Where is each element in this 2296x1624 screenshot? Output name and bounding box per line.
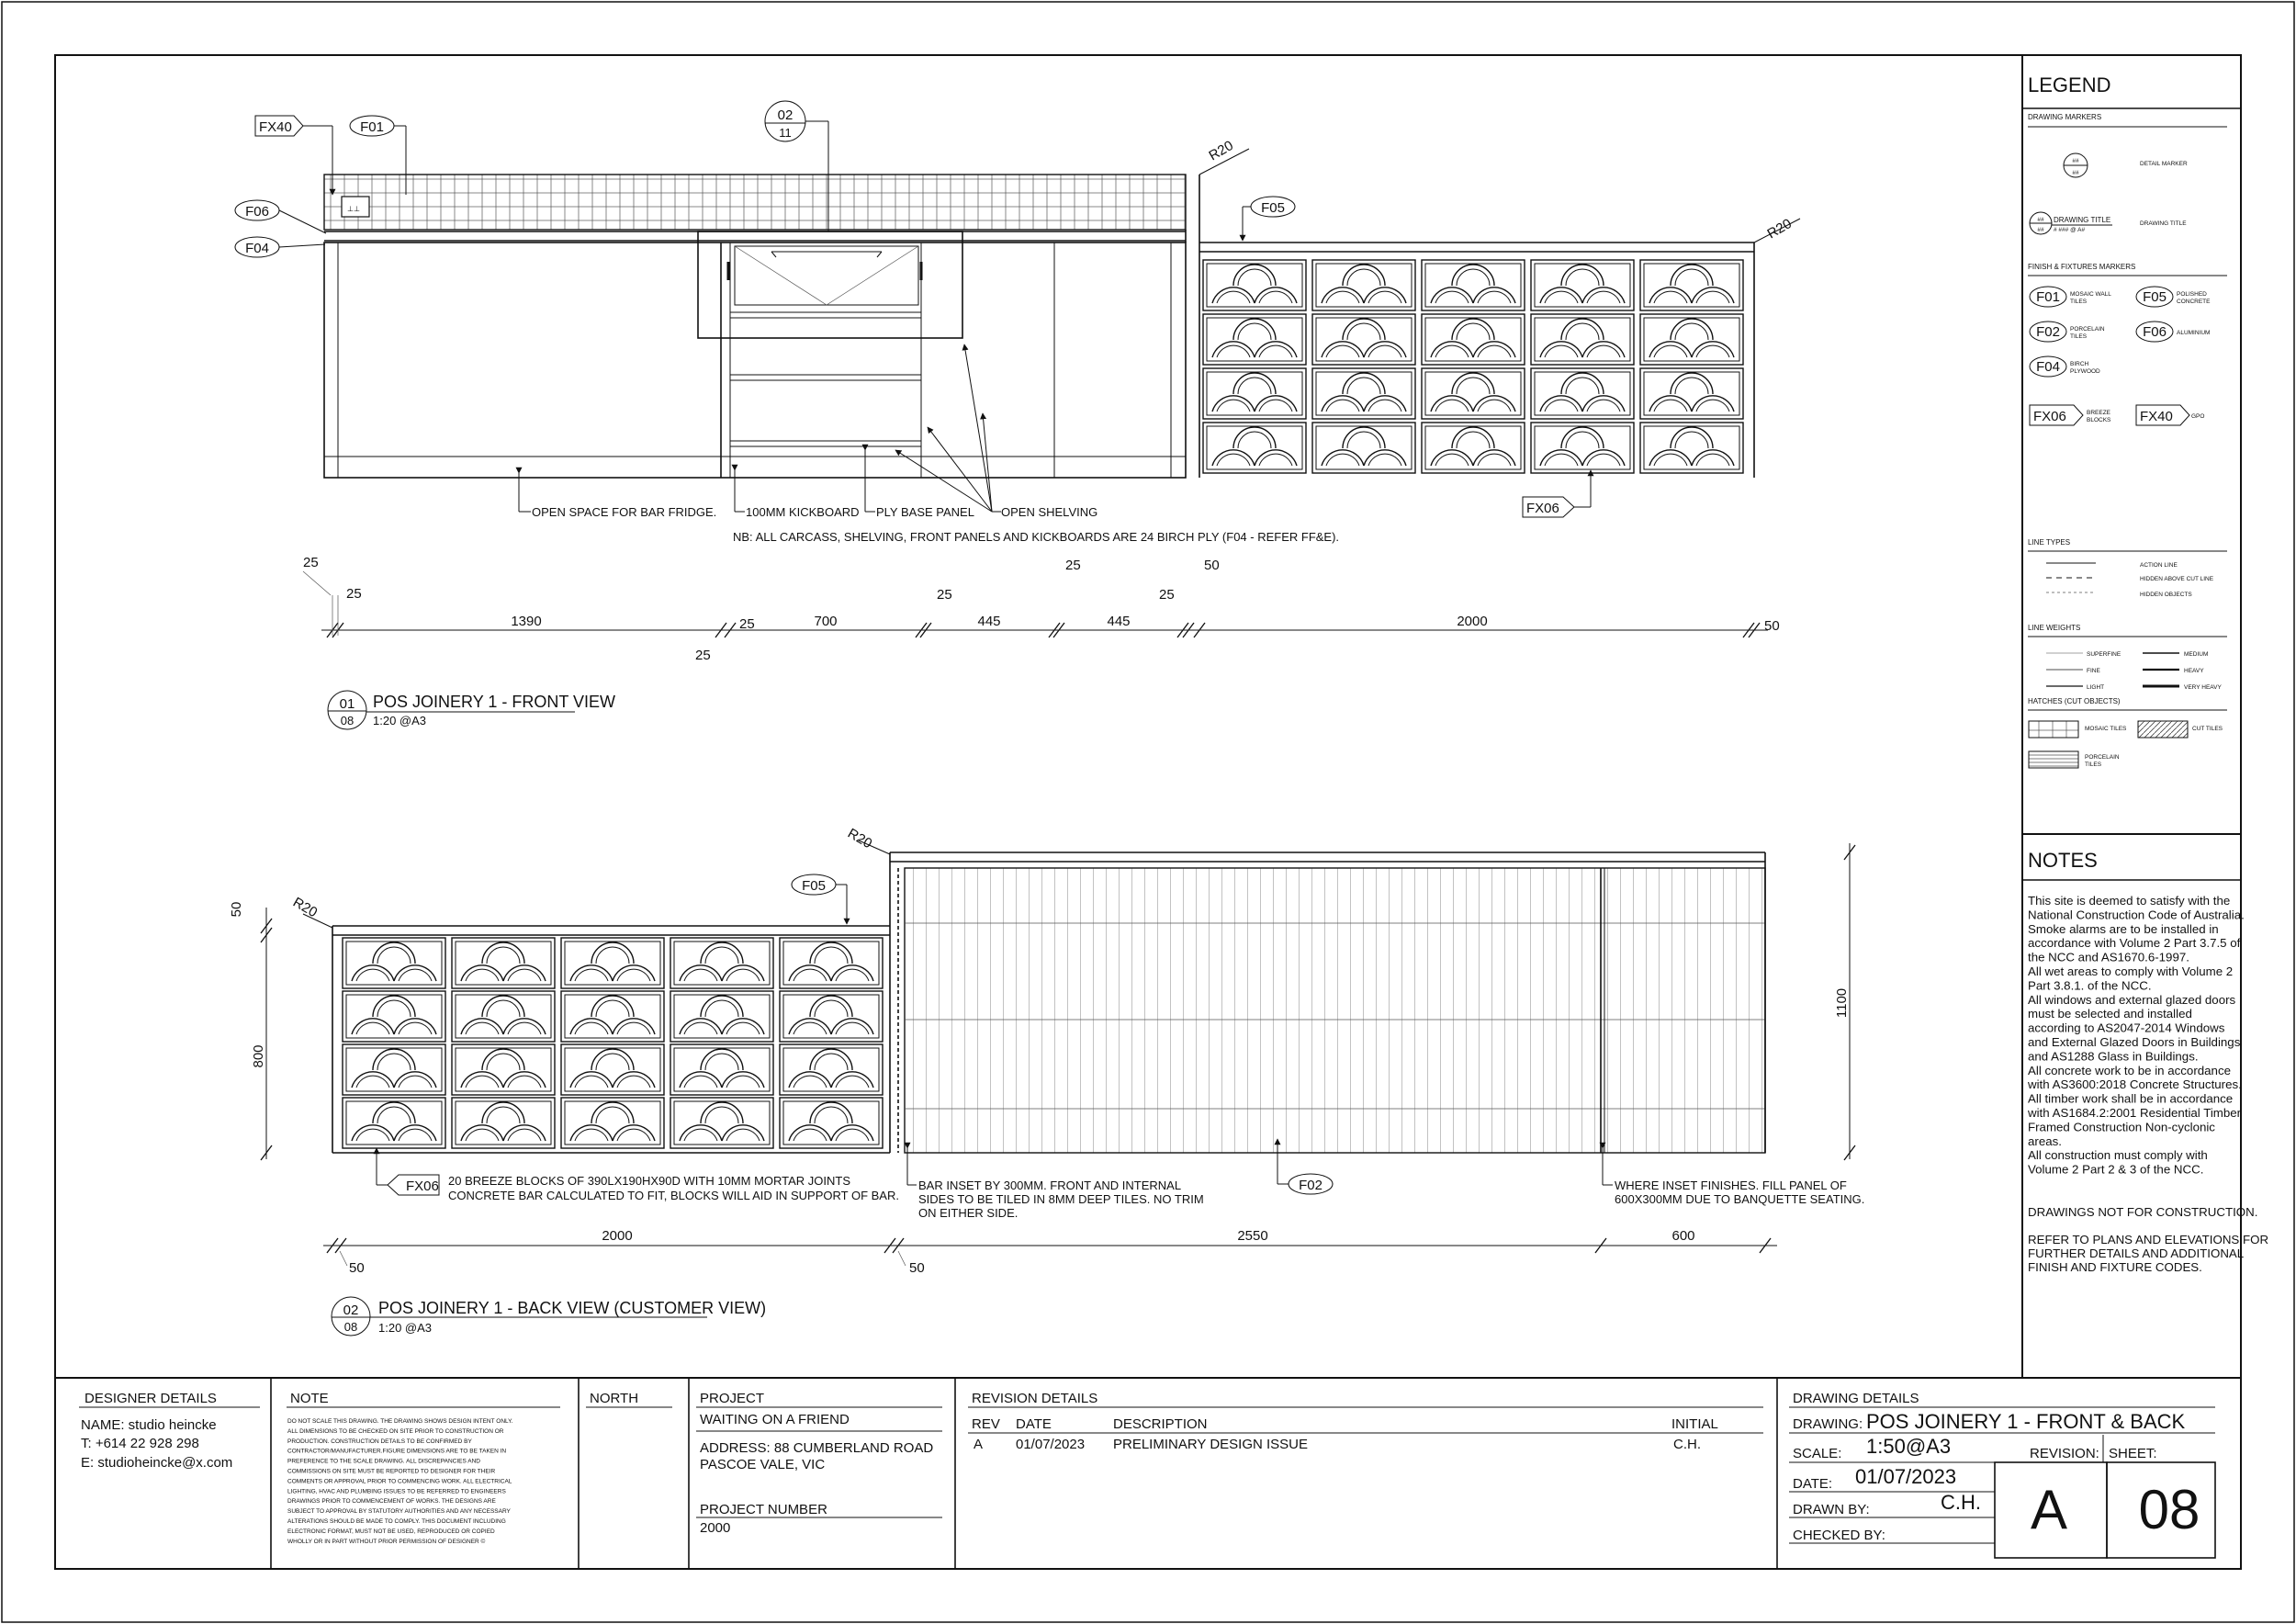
legend-hatches-heading: HATCHES (CUT OBJECTS)	[2028, 697, 2121, 705]
svg-text:LIGHT: LIGHT	[2087, 684, 2105, 691]
note-line: CONTRACTOR/MANUFACTURER.FIGURE DIMENSIONS ARE TO BE TAKEN IN	[287, 1448, 507, 1455]
breeze-block	[561, 1044, 664, 1095]
svg-text:DATE:: DATE:	[1793, 1476, 1833, 1492]
front-view-elevation	[235, 101, 1800, 729]
svg-text:PORCELAIN: PORCELAIN	[2085, 754, 2120, 761]
svg-text:F04: F04	[245, 241, 269, 256]
svg-text:SCALE:: SCALE:	[1793, 1446, 1842, 1461]
breeze-block	[780, 991, 883, 1042]
svg-text:GPO: GPO	[2191, 413, 2205, 420]
note-line: ALTERATIONS SHOULD BE MADE TO COMPLY. THIS DOCUMENT INCLUDING	[287, 1518, 506, 1525]
drawing-title-icon	[2030, 212, 2112, 234]
svg-text:REFER TO PLANS AND ELEVATIONS: REFER TO PLANS AND ELEVATIONS FOR	[2028, 1233, 2269, 1246]
title-block	[79, 1378, 2215, 1569]
breeze-block	[670, 1044, 773, 1095]
svg-text:POLISHED: POLISHED	[2177, 291, 2207, 298]
note-line: PRODUCTION. CONSTRUCTION DETAILS TO BE CONFIRMED BY	[287, 1438, 472, 1445]
svg-text:1:20 @A3: 1:20 @A3	[378, 1321, 433, 1335]
notes-line: National Construction Code of Australia.	[2028, 908, 2245, 922]
svg-text:02: 02	[777, 107, 793, 123]
svg-text:PORCELAIN: PORCELAIN	[2070, 326, 2105, 333]
callout-breeze-line2: CONCRETE BAR CALCULATED TO FIT, BLOCKS WILL AID IN SUPPORT OF BAR.	[448, 1189, 899, 1202]
svg-text:FX40: FX40	[259, 119, 292, 135]
notes-line: accordance with Volume 2 Part 3.7.5 of	[2028, 936, 2241, 951]
svg-text:##: ##	[2037, 217, 2044, 223]
svg-text:700: 700	[814, 614, 838, 629]
svg-text:BIRCH: BIRCH	[2070, 361, 2089, 367]
svg-text:ALUMINIUM: ALUMINIUM	[2177, 330, 2211, 336]
breeze-block	[1422, 368, 1525, 419]
tag-f06	[235, 200, 326, 233]
svg-text:50: 50	[229, 901, 244, 918]
notes-line: All timber work shall be in accordance	[2028, 1091, 2234, 1106]
svg-text:DRAWING:: DRAWING:	[1793, 1416, 1863, 1432]
svg-text:F04: F04	[2036, 359, 2060, 375]
svg-text:VERY HEAVY: VERY HEAVY	[2184, 684, 2222, 691]
svg-text:25: 25	[739, 616, 755, 632]
notes-line: Part 3.8.1. of the NCC.	[2028, 978, 2152, 993]
svg-text:F05: F05	[802, 878, 826, 894]
project-name: WAITING ON A FRIEND	[700, 1412, 850, 1427]
notes-line: All concrete work to be in accordance	[2028, 1063, 2231, 1077]
legend-tag-f05	[2136, 287, 2211, 307]
notes-panel	[2027, 849, 2268, 1274]
legend-drawing-title-label: DRAWING TITLE	[2140, 220, 2187, 227]
breeze-block	[1312, 368, 1415, 419]
legend-tag-fx06	[2030, 405, 2111, 425]
mosaic-splashback	[324, 175, 1186, 230]
svg-text:25: 25	[1159, 587, 1175, 603]
breeze-block	[1531, 423, 1634, 473]
project-address-line1: ADDRESS: 88 CUMBERLAND ROAD	[700, 1440, 934, 1456]
svg-text:445: 445	[1107, 614, 1131, 629]
breeze-block	[1312, 260, 1415, 310]
legend-tag-f01	[2030, 287, 2111, 307]
breeze-block	[1203, 314, 1306, 365]
project-heading: PROJECT	[700, 1391, 765, 1406]
notes-line: with AS3600:2018 Concrete Structures.	[2028, 1077, 2242, 1092]
svg-text:01: 01	[339, 696, 355, 712]
breeze-block	[343, 938, 445, 988]
notes-title: NOTES	[2028, 849, 2098, 872]
legend-finish-heading: FINISH & FIXTURES MARKERS	[2028, 263, 2136, 271]
tag-fx06-front	[1523, 470, 1591, 517]
notes-line: Volume 2 Part 2 & 3 of the NCC.	[2028, 1162, 2204, 1177]
svg-text:F06: F06	[245, 204, 269, 220]
svg-text:BLOCKS: BLOCKS	[2087, 417, 2111, 423]
svg-text:445: 445	[977, 614, 1001, 629]
svg-text:25: 25	[937, 587, 952, 603]
breeze-block	[561, 1098, 664, 1148]
breeze-block	[452, 1044, 555, 1095]
drawn-by-value: C.H.	[1941, 1491, 1981, 1514]
legend-tag-f02	[2030, 321, 2105, 342]
breeze-block	[1312, 423, 1415, 473]
revision-row	[974, 1437, 1701, 1452]
svg-text:TILES: TILES	[2070, 299, 2088, 305]
svg-text:# ### @ A#: # ### @ A#	[2054, 227, 2086, 233]
radius-labels-front	[1199, 138, 1800, 242]
designer-phone: T: +614 22 928 298	[81, 1436, 199, 1451]
breeze-block	[670, 991, 773, 1042]
svg-text:##: ##	[2072, 158, 2079, 164]
svg-text:REVISION:: REVISION:	[2030, 1446, 2099, 1461]
svg-text:FX40: FX40	[2140, 409, 2173, 424]
svg-text:PRELIMINARY DESIGN ISSUE: PRELIMINARY DESIGN ISSUE	[1113, 1437, 1309, 1452]
svg-text:01/07/2023: 01/07/2023	[1016, 1437, 1086, 1452]
svg-text:2550: 2550	[1237, 1228, 1268, 1244]
notes-line: must be selected and installed	[2028, 1007, 2192, 1021]
note-line: WHOLLY OR IN PART WITHOUT PRIOR PERMISSION OF DESIGNER ©	[287, 1538, 486, 1545]
callout-open-shelving: OPEN SHELVING	[1001, 505, 1098, 519]
breeze-block	[1531, 314, 1634, 365]
svg-text:ON EITHER SIDE.: ON EITHER SIDE.	[918, 1206, 1019, 1220]
notes-line: and External Glazed Doors in Buildings	[2028, 1035, 2241, 1049]
svg-text:25: 25	[695, 648, 711, 663]
svg-text:A: A	[974, 1437, 984, 1452]
pos-unit	[698, 231, 962, 338]
breeze-block	[343, 991, 445, 1042]
breeze-block	[1640, 314, 1743, 365]
svg-text:DESCRIPTION: DESCRIPTION	[1113, 1416, 1208, 1432]
breeze-block	[670, 938, 773, 988]
breeze-block	[1203, 368, 1306, 419]
notes-line: All construction must comply with	[2028, 1148, 2208, 1163]
outer-border	[2, 2, 2294, 1622]
breeze-block	[452, 991, 555, 1042]
legend-tag-f04	[2030, 356, 2100, 377]
notes-line: All windows and external glazed doors	[2028, 992, 2236, 1007]
breeze-block	[1531, 368, 1634, 419]
svg-text:HEAVY: HEAVY	[2184, 668, 2204, 674]
legend-tag-fx40	[2136, 405, 2204, 425]
drawing-frame	[55, 55, 2241, 1569]
note-line: ALL DIMENSIONS TO BE CHECKED ON SITE PRIOR TO CONSTRUCTION OR	[287, 1427, 504, 1435]
callout-nb: NB: ALL CARCASS, SHELVING, FRONT PANELS AND KICKBOARDS ARE 24 BIRCH PLY (F04 - REFER FF&E).	[733, 530, 1340, 544]
breeze-block	[1203, 423, 1306, 473]
note-line: DO NOT SCALE THIS DRAWING. THE DRAWING SHOWS DESIGN INTENT ONLY.	[287, 1418, 513, 1425]
notes-line: areas.	[2028, 1133, 2062, 1148]
svg-text:R20: R20	[1764, 215, 1795, 242]
front-view-title-text: POS JOINERY 1 - FRONT VIEW	[373, 693, 616, 711]
project-number: 2000	[700, 1520, 731, 1536]
note-line: LIGHTING, HVAC AND PLUMBING ISSUES TO BE REFERRED TO ENGINEERS	[287, 1488, 506, 1495]
svg-text:50: 50	[349, 1260, 365, 1276]
callout-where-line1: WHERE INSET FINISHES. FILL PANEL OF	[1615, 1179, 1847, 1192]
front-view-title	[328, 691, 615, 729]
notes-line: with AS1684.2:2001 Residential Timber	[2028, 1106, 2242, 1120]
breeze-block	[1531, 260, 1634, 310]
breeze-block	[452, 1098, 555, 1148]
svg-text:HIDDEN ABOVE CUT LINE: HIDDEN ABOVE CUT LINE	[2140, 576, 2214, 582]
svg-text:1100: 1100	[1834, 987, 1850, 1019]
note-heading: NOTE	[290, 1391, 329, 1406]
legend-title: LEGEND	[2028, 73, 2111, 96]
front-cabinet	[324, 242, 1186, 478]
svg-text:DRAWING TITLE: DRAWING TITLE	[2054, 216, 2111, 224]
callout-breeze-line1: 20 BREEZE BLOCKS OF 390LX190HX90D WITH 10MM MORTAR JOINTS	[448, 1174, 851, 1188]
tag-fx40	[255, 116, 332, 195]
note-line: PREFERENCE TO THE SCALE DRAWING. ALL DISCREPANCIES AND	[287, 1458, 480, 1465]
svg-text:08: 08	[340, 714, 355, 727]
breeze-block	[670, 1098, 773, 1148]
legend-panel	[2028, 73, 2227, 768]
svg-text:25: 25	[303, 555, 319, 570]
svg-text:2000: 2000	[602, 1228, 633, 1244]
svg-text:F05: F05	[2143, 289, 2167, 305]
svg-text:BREEZE: BREEZE	[2087, 410, 2111, 416]
back-view-elevation	[229, 826, 1864, 1336]
svg-text:25: 25	[346, 586, 362, 602]
revision-letter: A	[2030, 1479, 2068, 1540]
svg-text:CUT TILES: CUT TILES	[2192, 726, 2223, 732]
svg-text:F05: F05	[1261, 200, 1285, 216]
svg-text:MOSAIC TILES: MOSAIC TILES	[2085, 726, 2127, 732]
disclaimer-note	[287, 1418, 513, 1545]
note-line: DRAWINGS PRIOR TO COMMENCEMENT OF WORKS. THE DESIGNS ARE	[287, 1498, 496, 1506]
hatch-mosaic-swatch	[2029, 721, 2078, 738]
breeze-block	[343, 1098, 445, 1148]
designer-email: E: studioheincke@x.com	[81, 1455, 233, 1471]
back-horizontal-dimensions	[323, 1228, 1777, 1276]
svg-text:1390: 1390	[511, 614, 542, 629]
svg-text:SHEET:: SHEET:	[2109, 1446, 2157, 1461]
designer-heading: DESIGNER DETAILS	[84, 1391, 217, 1406]
breeze-block	[780, 938, 883, 988]
porcelain-tile-panel	[905, 868, 1765, 1153]
svg-text:##: ##	[2072, 170, 2079, 176]
svg-text:FINISH AND FIXTURE CODES.: FINISH AND FIXTURE CODES.	[2028, 1260, 2202, 1274]
hatch-porcelain-swatch	[2029, 751, 2078, 768]
breeze-block	[1640, 423, 1743, 473]
svg-text:ACTION LINE: ACTION LINE	[2140, 562, 2178, 569]
svg-text:DATE: DATE	[1016, 1416, 1052, 1432]
svg-text:50: 50	[1204, 558, 1220, 573]
svg-text:CONCRETE: CONCRETE	[2177, 299, 2211, 305]
svg-text:600X300MM DUE TO BANQUETTE SEA: 600X300MM DUE TO BANQUETTE SEATING.	[1615, 1192, 1865, 1206]
svg-text:SUPERFINE: SUPERFINE	[2087, 651, 2122, 658]
svg-text:F06: F06	[2143, 324, 2167, 340]
svg-text:F02: F02	[1299, 1178, 1322, 1193]
svg-text:R20: R20	[290, 894, 321, 921]
back-breeze-blocks	[343, 938, 883, 1148]
legend-detail-marker-label: DETAIL MARKER	[2140, 161, 2188, 167]
breeze-block	[1203, 260, 1306, 310]
svg-text:1:20 @A3: 1:20 @A3	[373, 714, 427, 727]
svg-text:TILES: TILES	[2085, 761, 2102, 768]
svg-text:50: 50	[909, 1260, 925, 1276]
date-value: 01/07/2023	[1855, 1465, 1957, 1488]
hatch-cut-swatch	[2138, 721, 2188, 738]
svg-text:600: 600	[1671, 1228, 1695, 1244]
breeze-block	[1422, 260, 1525, 310]
callout-kickboard: 100MM KICKBOARD	[746, 505, 860, 519]
breeze-block	[780, 1044, 883, 1095]
svg-text:FURTHER DETAILS AND ADDITIONAL: FURTHER DETAILS AND ADDITIONAL	[2028, 1246, 2245, 1260]
note-line: ELECTRONIC FORMAT, MUST NOT BE USED, REPRODUCED OR COPIED	[287, 1528, 495, 1535]
breeze-block	[1422, 314, 1525, 365]
svg-text:FINE: FINE	[2087, 668, 2100, 674]
svg-text:PLYWOOD: PLYWOOD	[2070, 368, 2100, 375]
callout-fridge: OPEN SPACE FOR BAR FRIDGE.	[532, 505, 717, 519]
front-breeze-blocks	[1203, 260, 1743, 473]
note-line: COMMENTS OR APPROVAL PRIOR TO COMMENCING WORK. ALL ELECTRICAL	[287, 1478, 512, 1485]
svg-text:FX06: FX06	[1526, 501, 1559, 516]
tag-fx06-back	[377, 1148, 439, 1195]
designer-name: NAME: studio heincke	[81, 1417, 217, 1433]
breeze-block	[561, 938, 664, 988]
svg-text:CHECKED BY:: CHECKED BY:	[1793, 1528, 1885, 1543]
back-view-title	[332, 1297, 766, 1336]
note-line: SUBJECT TO APPROVAL BY STATUTORY AUTHORITIES AND ANY NECESSARY	[287, 1508, 511, 1516]
svg-text:50: 50	[1764, 618, 1780, 634]
svg-text:TILES: TILES	[2070, 333, 2088, 340]
svg-text:FX06: FX06	[2033, 409, 2066, 424]
breeze-block	[780, 1098, 883, 1148]
drawing-name: POS JOINERY 1 - FRONT & BACK	[1866, 1410, 2186, 1433]
project-address-line2: PASCOE VALE, VIC	[700, 1457, 826, 1472]
back-view-title-text: POS JOINERY 1 - BACK VIEW (CUSTOMER VIEW)	[378, 1299, 767, 1317]
scale-value: 1:50@A3	[1866, 1435, 1952, 1458]
svg-text:##: ##	[2037, 227, 2044, 233]
sheet-number: 08	[2138, 1479, 2200, 1540]
project-number-heading: PROJECT NUMBER	[700, 1502, 827, 1517]
breeze-block	[1640, 260, 1743, 310]
north-heading: NORTH	[590, 1391, 639, 1406]
drawing-details-heading: DRAWING DETAILS	[1793, 1391, 1919, 1406]
svg-text:C.H.: C.H.	[1673, 1437, 1701, 1452]
notes-line: Framed Construction Non-cyclonic	[2028, 1120, 2215, 1134]
breeze-block	[1422, 423, 1525, 473]
svg-text:DRAWN BY:: DRAWN BY:	[1793, 1502, 1870, 1517]
notes-line: This site is deemed to satisfy with the	[2028, 894, 2231, 908]
tag-f04	[235, 237, 325, 257]
notes-line: Smoke alarms are to be installed in	[2028, 921, 2219, 936]
svg-text:MOSAIC WALL: MOSAIC WALL	[2070, 291, 2111, 298]
svg-text:800: 800	[251, 1044, 266, 1068]
svg-text:11: 11	[779, 126, 792, 140]
svg-text:02: 02	[343, 1303, 359, 1318]
svg-text:F02: F02	[2036, 324, 2060, 340]
notes-line: All wet areas to comply with Volume 2	[2028, 964, 2234, 978]
legend-drawing-markers-heading: DRAWING MARKERS	[2028, 113, 2102, 121]
detail-marker-icon	[2064, 153, 2088, 177]
svg-text:R20: R20	[845, 825, 875, 852]
notes-line: the NCC and AS1670.6-1997.	[2028, 950, 2189, 964]
svg-text:FX06: FX06	[406, 1179, 439, 1194]
notes-not-for-construction: DRAWINGS NOT FOR CONSTRUCTION.	[2028, 1205, 2258, 1219]
note-line: COMMISSIONS ON SITE MUST BE REPORTED TO DESIGNER FOR THEIR	[287, 1468, 496, 1475]
svg-text:MEDIUM: MEDIUM	[2184, 651, 2209, 658]
notes-line: and AS1288 Glass in Buildings.	[2028, 1049, 2199, 1064]
svg-text:HIDDEN OBJECTS: HIDDEN OBJECTS	[2140, 592, 2192, 598]
breeze-block	[1640, 368, 1743, 419]
legend-line-types-heading: LINE TYPES	[2028, 538, 2071, 547]
svg-text:08: 08	[343, 1320, 358, 1334]
svg-text:⊥⊥: ⊥⊥	[347, 205, 360, 213]
legend-tag-f06	[2136, 321, 2210, 342]
svg-text:REV: REV	[972, 1416, 1000, 1432]
revision-heading: REVISION DETAILS	[972, 1391, 1098, 1406]
breeze-block	[343, 1044, 445, 1095]
svg-text:SIDES TO BE TILED IN 8MM DEEP: SIDES TO BE TILED IN 8MM DEEP TILES. NO TRIM	[918, 1192, 1204, 1206]
breeze-block	[1312, 314, 1415, 365]
svg-text:25: 25	[1065, 558, 1081, 573]
notes-line: according to AS2047-2014 Windows	[2028, 1021, 2225, 1035]
svg-text:F01: F01	[360, 119, 384, 135]
svg-text:2000: 2000	[1457, 614, 1488, 629]
breeze-block	[452, 938, 555, 988]
callout-ply-base: PLY BASE PANEL	[876, 505, 974, 519]
callout-inset-line1: BAR INSET BY 300MM. FRONT AND INTERNAL	[918, 1179, 1182, 1192]
svg-text:F01: F01	[2036, 289, 2060, 305]
front-dimensions	[303, 555, 1780, 663]
tag-f05-front	[1243, 197, 1295, 241]
breeze-block	[561, 991, 664, 1042]
svg-text:INITIAL: INITIAL	[1671, 1416, 1718, 1432]
svg-text:R20: R20	[1206, 137, 1236, 164]
tag-f05-back	[792, 874, 847, 924]
legend-line-weights-heading: LINE WEIGHTS	[2028, 624, 2081, 632]
